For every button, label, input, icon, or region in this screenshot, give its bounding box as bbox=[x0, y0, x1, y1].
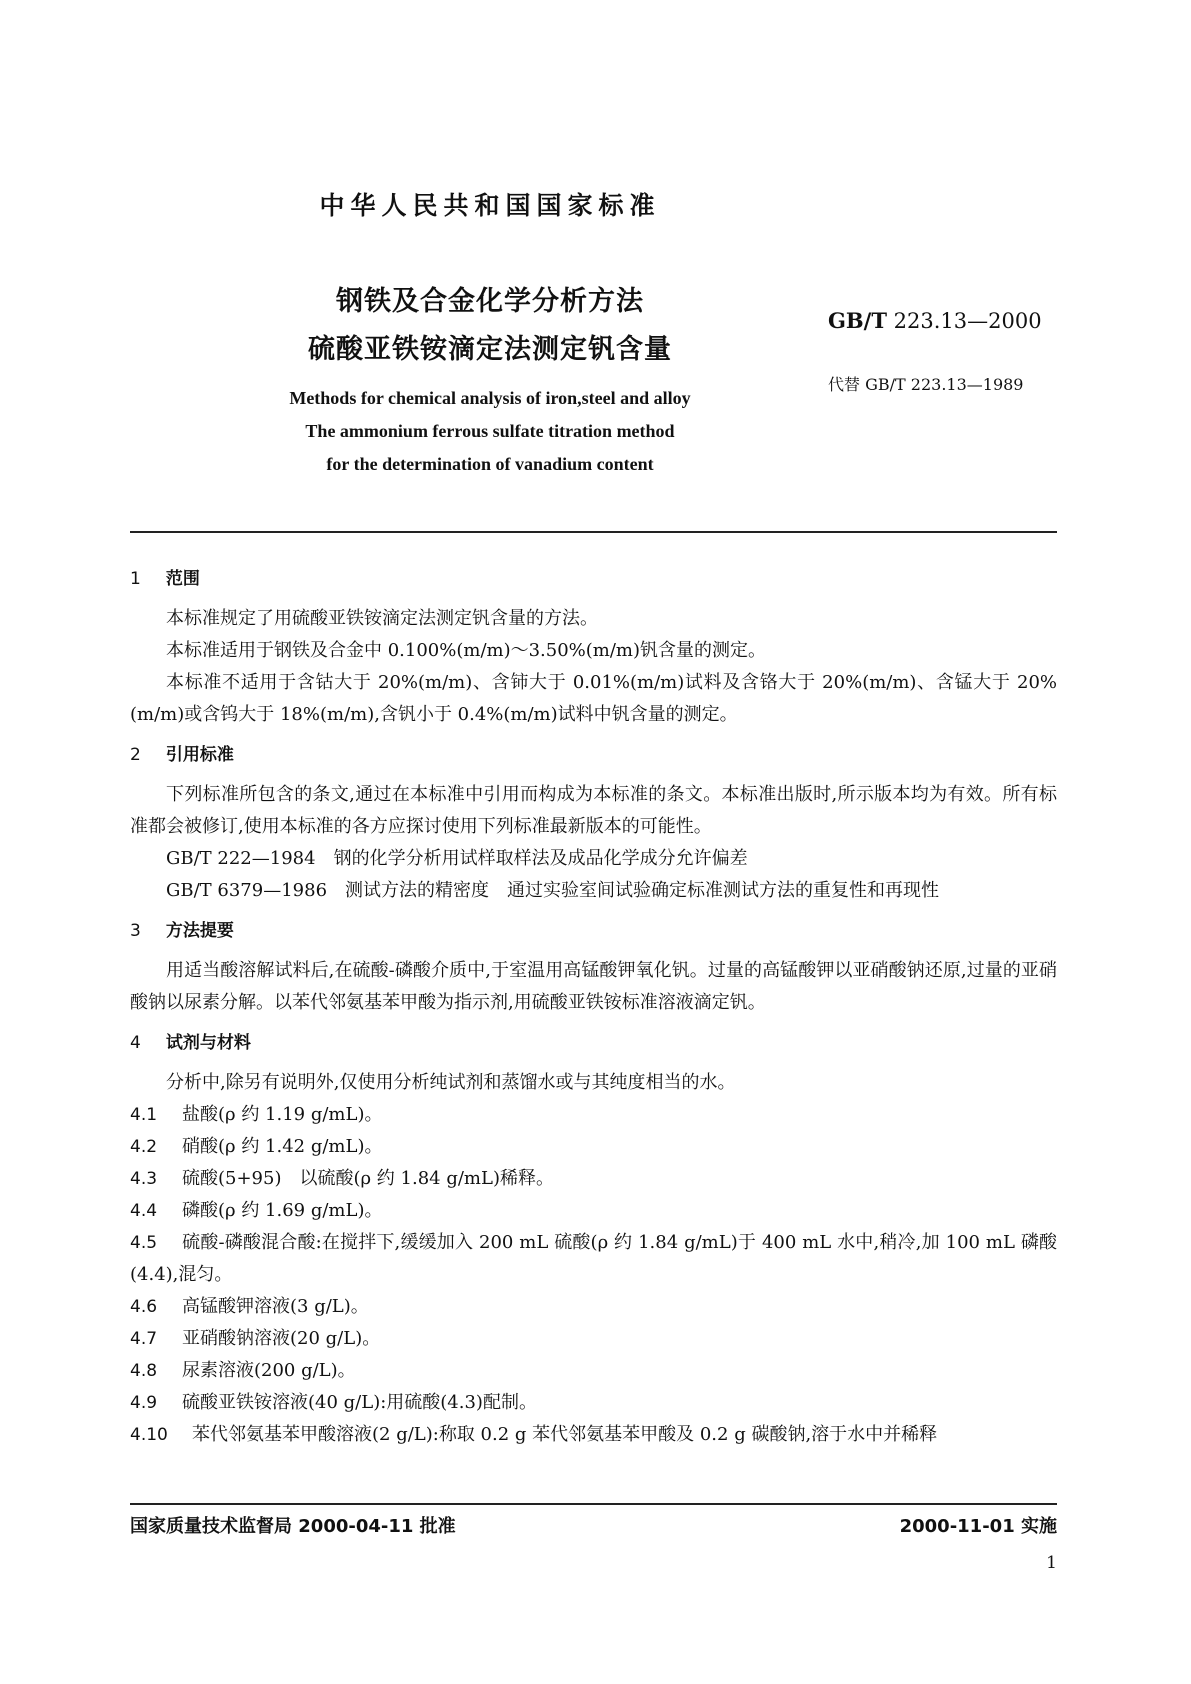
item-number: 4.1 bbox=[130, 1105, 158, 1125]
reagent-item bbox=[130, 1131, 1057, 1163]
standard-code bbox=[828, 308, 1042, 333]
item-text: 硝酸(ρ 约 1.42 g/mL)。 bbox=[182, 1136, 383, 1157]
reference-entry bbox=[130, 843, 1057, 875]
item-text: 磷酸(ρ 约 1.69 g/mL)。 bbox=[182, 1200, 383, 1221]
paragraph: 本标准适用于钢铁及合金中 0.100%(m/m)～3.50%(m/m)钒含量的测定。 bbox=[166, 640, 767, 661]
reagent-item bbox=[130, 1323, 1057, 1355]
chinese-title-line1: 钢铁及合金化学分析方法 bbox=[336, 286, 644, 317]
section-number: 4 bbox=[130, 1033, 141, 1053]
approval-note: 国家质量技术监督局 2000-04-11 批准 bbox=[130, 1516, 456, 1537]
header-divider bbox=[130, 531, 1057, 533]
section-title: 方法提要 bbox=[165, 921, 234, 941]
chinese-title-line2: 硫酸亚铁铵滴定法测定钒含量 bbox=[308, 334, 672, 365]
item-number: 4.6 bbox=[130, 1297, 158, 1317]
item-number: 4.7 bbox=[130, 1329, 158, 1349]
item-text: 高锰酸钾溶液(3 g/L)。 bbox=[182, 1296, 369, 1317]
reference-code: GB/T 222—1984 bbox=[166, 848, 316, 869]
reagent-item bbox=[130, 1387, 1057, 1419]
reagent-item bbox=[130, 1195, 1057, 1227]
reagent-item bbox=[130, 1227, 1057, 1291]
standard-type: 中华人民共和国国家标准 bbox=[319, 191, 661, 220]
item-text: 硫酸(5+95) 以硫酸(ρ 约 1.84 g/mL)稀释。 bbox=[182, 1168, 554, 1189]
paragraph: 分析中,除另有说明外,仅使用分析纯试剂和蒸馏水或与其纯度相当的水。 bbox=[166, 1072, 736, 1093]
section-title: 引用标准 bbox=[165, 745, 234, 765]
section-title: 范围 bbox=[165, 569, 200, 589]
reagent-item bbox=[130, 1355, 1057, 1387]
section-heading-references bbox=[130, 739, 1057, 771]
reference-code: GB/T 6379—1986 bbox=[166, 880, 328, 901]
reference-entry bbox=[130, 875, 1057, 907]
english-title-line1: Methods for chemical analysis of iron,steel and alloy bbox=[289, 388, 691, 408]
document-body bbox=[130, 563, 1057, 1451]
item-number: 4.10 bbox=[130, 1425, 168, 1445]
paragraph: 本标准规定了用硫酸亚铁铵滴定法测定钒含量的方法。 bbox=[166, 608, 598, 629]
reagent-item bbox=[130, 1099, 1057, 1131]
item-number: 4.2 bbox=[130, 1137, 158, 1157]
section-heading-method-summary bbox=[130, 915, 1057, 947]
section-number: 1 bbox=[130, 569, 141, 589]
item-number: 4.9 bbox=[130, 1393, 158, 1413]
section-heading-scope bbox=[130, 563, 1057, 595]
item-number: 4.8 bbox=[130, 1361, 158, 1381]
section-number: 3 bbox=[130, 921, 141, 941]
item-text: 硫酸亚铁铵溶液(40 g/L):用硫酸(4.3)配制。 bbox=[182, 1392, 537, 1413]
reagent-item bbox=[130, 1291, 1057, 1323]
item-text: 苯代邻氨基苯甲酸溶液(2 g/L):称取 0.2 g 苯代邻氨基苯甲酸及 0.2 g 碳酸钠,溶于水中并稀释 bbox=[192, 1424, 938, 1445]
page-number: 1 bbox=[1046, 1553, 1057, 1573]
item-text: 盐酸(ρ 约 1.19 g/mL)。 bbox=[182, 1104, 383, 1125]
item-text: 尿素溶液(200 g/L)。 bbox=[182, 1360, 356, 1381]
reference-title: 钢的化学分析用试样取样法及成品化学成分允许偏差 bbox=[333, 848, 748, 869]
standard-prefix: GB/T bbox=[828, 308, 887, 333]
item-number: 4.3 bbox=[130, 1169, 158, 1189]
standard-number: 223.13—2000 bbox=[893, 309, 1042, 333]
paragraph: 下列标准所包含的条文,通过在本标准中引用而构成为本标准的条文。本标准出版时,所示版本均为有效。所有标准都会被修订,使用本标准的各方应探讨使用下列标准最新版本的可能性。 bbox=[130, 784, 1057, 837]
item-text: 亚硝酸钠溶液(20 g/L)。 bbox=[182, 1328, 381, 1349]
item-text: 硫酸-磷酸混合酸:在搅拌下,缓缓加入 200 mL 硫酸(ρ 约 1.84 g/mL)于 400 mL 水中,稍冷,加 100 mL 磷酸(4.4),混匀。 bbox=[130, 1232, 1057, 1285]
english-title-line3: for the determination of vanadium content bbox=[326, 454, 654, 474]
implementation-date: 2000-11-01 实施 bbox=[899, 1516, 1057, 1537]
item-number: 4.5 bbox=[130, 1233, 158, 1253]
item-number: 4.4 bbox=[130, 1201, 158, 1221]
section-title: 试剂与材料 bbox=[165, 1033, 251, 1053]
english-title-line2: The ammonium ferrous sulfate titration method bbox=[305, 421, 675, 441]
paragraph: 用适当酸溶解试料后,在硫酸-磷酸介质中,于室温用高锰酸钾氧化钒。过量的高锰酸钾以亚硝酸钠还原,过量的亚硝酸钠以尿素分解。以苯代邻氨基苯甲酸为指示剂,用硫酸亚铁铵标准溶液滴定钒。 bbox=[130, 960, 1057, 1013]
replaces-note: 代替 GB/T 223.13—1989 bbox=[828, 375, 1024, 394]
reagent-item bbox=[130, 1419, 1057, 1451]
reagent-item bbox=[130, 1163, 1057, 1195]
section-heading-reagents bbox=[130, 1027, 1057, 1059]
reference-title: 测试方法的精密度 通过实验室间试验确定标准测试方法的重复性和再现性 bbox=[345, 880, 940, 901]
section-number: 2 bbox=[130, 745, 141, 765]
paragraph: 本标准不适用于含钴大于 20%(m/m)、含铈大于 0.01%(m/m)试料及含铬大于 20%(m/m)、含锰大于 20%(m/m)或含钨大于 18%(m/m),含钒小于 0.4%(m/m)试料中钒含量的测定。 bbox=[130, 672, 1057, 725]
footer-divider bbox=[130, 1503, 1057, 1505]
